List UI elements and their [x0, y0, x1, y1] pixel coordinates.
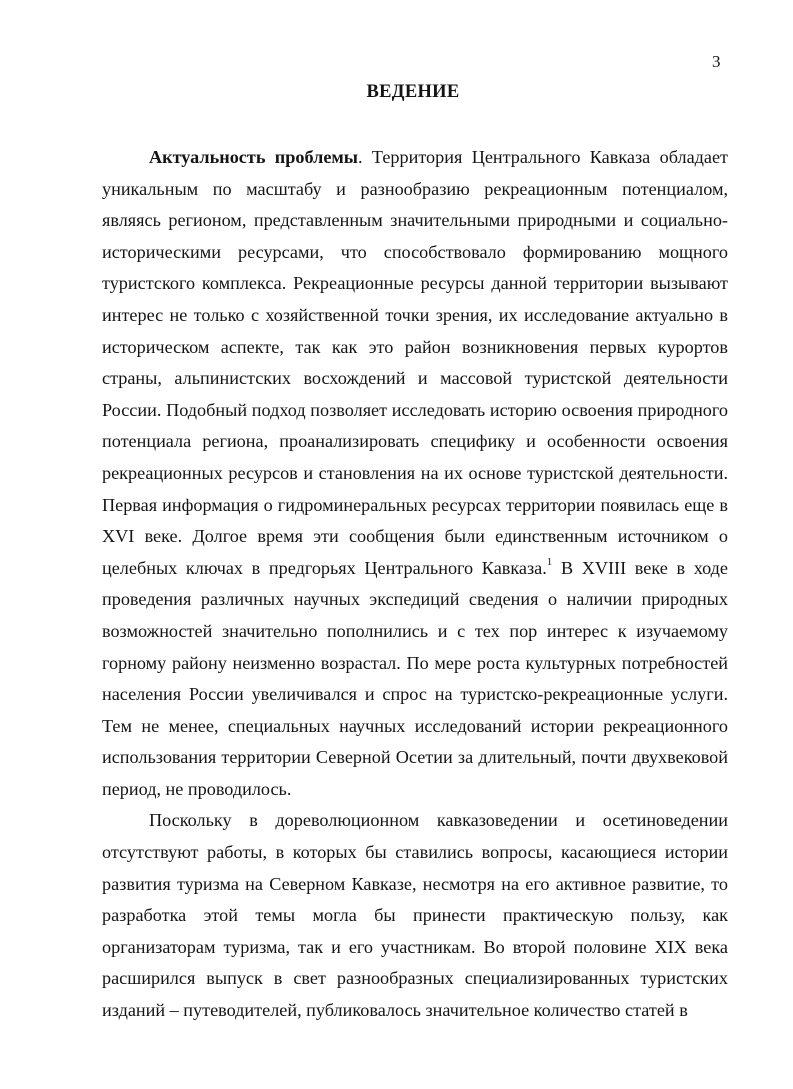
paragraph-lead: Актуальность проблемы	[149, 147, 358, 167]
page-number: 3	[712, 52, 721, 71]
paragraph-history: Поскольку в дореволюционном кавказоведении и осетиноведении отсутствуют работы, в которых бы ставились вопросы, касающиеся истории развития туризма на Северном Кавказе, несмотря на его активное развитие, то разработка этой темы могла бы принести практическую пользу, как организаторам туризма, так и его участникам. Во второй половине XIX века расширился выпуск в свет разнообразных специализированных туристских изданий – путеводителей, публиковалось значительное количество статей в	[102, 810, 728, 1021]
footnote-marker: 1	[546, 555, 553, 568]
body-text	[102, 142, 728, 1027]
paragraph-text-continued: В XVIII веке в ходе проведения различных научных экспедиций сведения о наличии природных возможностей значительно пополнились и с тех пор интерес к изучаемому горному району неизменно возрастал. По мере роста культурных потребностей населения России увеличивался и спрос на туристско-рекреационные услуги. Тем не менее, специальных научных исследований истории рекреационного использования территории Северной Осетии за длительный, почти двухвековой период, не проводилось.	[102, 557, 729, 799]
paragraph-relevance	[102, 142, 728, 805]
paragraph-text: . Территория Центрального Кавказа обладает уникальным по масштабу и разнообразию рекреационным потенциалом, являясь регионом, представленным значительными природными и социально-историческими ресурсами, что способствовало формированию мощного туристского комплекса. Рекреационные ресурсы данной территории вызывают интерес не только с хозяйственной точки зрения, их исследование актуально в историческом аспекте, так как это район возникновения первых курортов страны, альпинистских восхождений и массовой туристской деятельности России. Подобный подход позволяет исследовать историю освоения природного потенциала региона, проанализировать специфику и особенности освоения рекреационных ресурсов и становления на их основе туристской деятельности. Первая информация о гидроминеральных ресурсах территории появилась еще в XVI веке. Долгое время эти сообщения были единственным источником о целебных ключах в предгорьях Центрального Кавказа.	[102, 147, 728, 578]
page-heading: ВЕДЕНИЕ	[366, 82, 460, 102]
